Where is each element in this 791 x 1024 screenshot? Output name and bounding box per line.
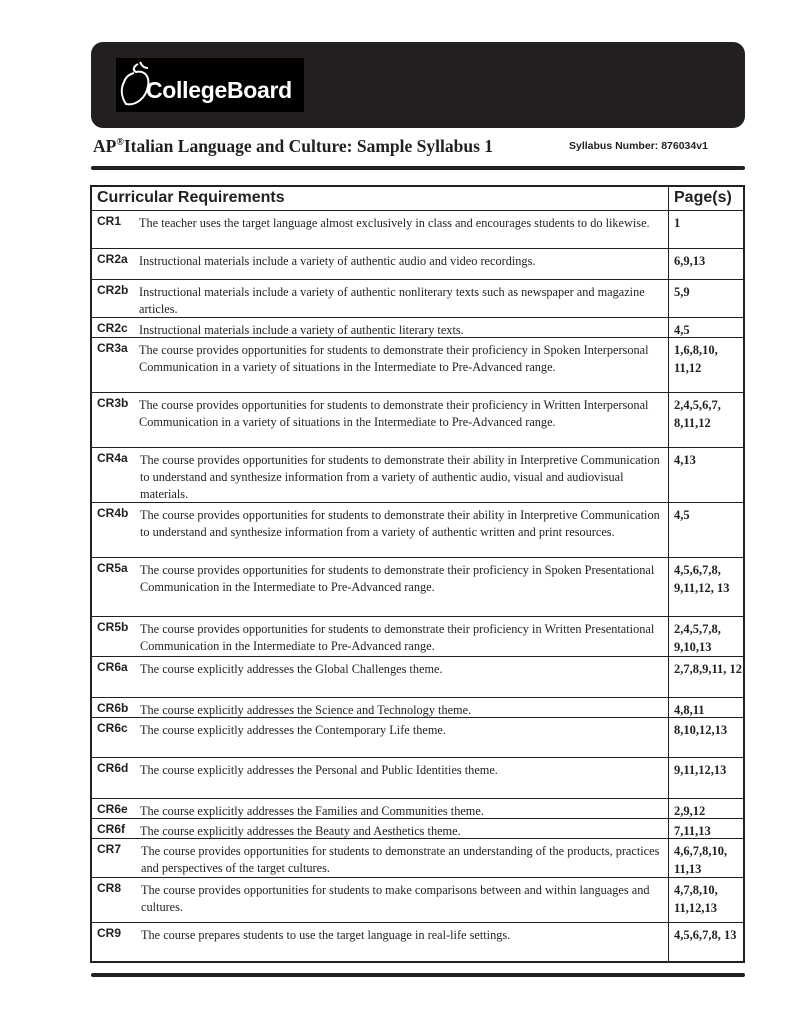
requirement-text: The course provides opportunities for students to demonstrate their proficiency in Written Presentational Communication in the Intermediate to Pre-Advanced range.: [140, 622, 655, 653]
table-row: [92, 249, 743, 280]
requirement-code: CR4a: [97, 451, 128, 465]
table-row: [92, 280, 743, 318]
requirement-code: CR7: [97, 842, 122, 856]
requirement-pages: 4,5: [674, 508, 690, 522]
requirement-code: CR6e: [97, 802, 128, 816]
requirement-pages: 1: [674, 216, 681, 230]
table-header-row: [92, 187, 743, 211]
college-board-logo: [116, 58, 304, 112]
page-title: AP®Italian Language and Culture: Sample Syllabus 1: [93, 136, 494, 156]
requirement-text: The course provides opportunities for students to demonstrate their ability in Interpretive Communication to understand and synthesize information from a variety of authentic audio, visual and audiovisual materials.: [140, 453, 660, 501]
logo-wordmark: CollegeBoard: [146, 77, 292, 103]
table-row: [92, 923, 743, 961]
requirement-text: The course provides opportunities for students to demonstrate their proficiency in Spoken Presentational Communication in the Intermediate to Pre-Advanced range.: [140, 563, 655, 594]
requirement-code: CR6f: [97, 822, 126, 836]
requirement-text: The course provides opportunities for students to make comparisons between and within languages and cultures.: [141, 883, 650, 914]
requirement-pages: 4,7,8,10, 11,12,13: [674, 883, 718, 915]
requirement-code: CR8: [97, 881, 122, 895]
table-row: [92, 878, 743, 923]
requirement-text: Instructional materials include a variety of authentic audio and video recordings.: [139, 254, 536, 268]
pages-header: Page(s): [674, 189, 732, 206]
table-row: [92, 503, 743, 558]
requirement-pages: 1,6,8,10, 11,12: [674, 343, 718, 375]
table-row: [92, 839, 743, 878]
requirement-pages: 4,5,6,7,8, 13: [674, 928, 737, 942]
table-row: [92, 617, 743, 657]
requirement-code: CR6c: [97, 721, 128, 735]
requirement-code: CR3b: [97, 396, 129, 410]
requirement-code: CR6d: [97, 761, 129, 775]
syllabus-number: Syllabus Number: 876034v1: [569, 140, 708, 152]
requirement-pages: 8,10,12,13: [674, 723, 728, 737]
requirement-pages: 4,5: [674, 323, 690, 337]
requirement-pages: 2,7,8,9,11, 12: [674, 662, 743, 676]
requirement-pages: 9,11,12,13: [674, 763, 727, 777]
requirements-table: [90, 185, 745, 963]
requirement-pages: 4,5,6,7,8, 9,11,12, 13: [674, 563, 730, 595]
table-row: [92, 819, 743, 839]
requirement-text: The course explicitly addresses the Contemporary Life theme.: [140, 723, 446, 737]
requirements-header: Curricular Requirements: [97, 189, 285, 206]
requirement-pages: 2,4,5,7,8, 9,10,13: [674, 622, 721, 654]
requirement-text: The course provides opportunities for students to demonstrate an understanding of the products, practices and perspectives of the target cultures.: [141, 844, 660, 875]
requirement-text: The teacher uses the target language almost exclusively in class and encourages students to do likewise.: [139, 216, 650, 230]
requirement-text: The course explicitly addresses the Beauty and Aesthetics theme.: [140, 824, 461, 838]
requirement-pages: 4,6,7,8,10, 11,13: [674, 844, 728, 876]
requirement-pages: 6,9,13: [674, 254, 706, 268]
table-row: [92, 799, 743, 819]
requirement-text: The course prepares students to use the target language in real-life settings.: [141, 928, 511, 942]
table-row: [92, 558, 743, 617]
requirement-pages: 2,4,5,6,7, 8,11,12: [674, 398, 721, 430]
requirement-code: CR6a: [97, 660, 128, 674]
requirement-code: CR9: [97, 926, 122, 940]
requirement-text: Instructional materials include a variety of authentic literary texts.: [139, 323, 464, 337]
table-row: [92, 318, 743, 338]
requirement-code: CR3a: [97, 341, 128, 355]
table-row: [92, 758, 743, 799]
requirement-code: CR2a: [97, 252, 128, 266]
requirement-text: The course provides opportunities for students to demonstrate their proficiency in Written Interpersonal Communication in a variety of situations in the Intermediate to Pre-Advanced range.: [139, 398, 649, 429]
requirement-text: The course explicitly addresses the Personal and Public Identities theme.: [140, 763, 498, 777]
table-row: [92, 718, 743, 758]
requirement-code: CR2b: [97, 283, 129, 297]
requirement-text: The course explicitly addresses the Families and Communities theme.: [140, 804, 484, 818]
requirement-code: CR5a: [97, 561, 128, 575]
requirement-text: The course explicitly addresses the Science and Technology theme.: [140, 703, 472, 717]
requirement-pages: 4,13: [674, 453, 696, 467]
requirement-code: CR5b: [97, 620, 129, 634]
requirement-pages: 4,8,11: [674, 703, 705, 717]
top-rule: [91, 166, 745, 170]
table-row: [92, 393, 743, 448]
requirement-pages: 7,11,13: [674, 824, 711, 838]
requirement-code: CR2c: [97, 321, 128, 335]
requirement-text: The course provides opportunities for students to demonstrate their ability in Interpretive Communication to understand and synthesize information from a variety of authentic written and print resources.: [140, 508, 660, 539]
requirement-code: CR6b: [97, 701, 129, 715]
requirement-pages: 5,9: [674, 285, 690, 299]
requirement-text: Instructional materials include a variety of authentic nonliterary texts such as newspaper and magazine articles.: [139, 285, 645, 316]
table-row: [92, 698, 743, 718]
table-row: [92, 211, 743, 249]
requirement-code: CR4b: [97, 506, 129, 520]
requirement-code: CR1: [97, 214, 122, 228]
requirement-text: The course explicitly addresses the Global Challenges theme.: [140, 662, 443, 676]
bottom-rule: [91, 973, 745, 977]
table-row: [92, 338, 743, 393]
requirement-text: The course provides opportunities for students to demonstrate their proficiency in Spoken Interpersonal Communication in a variety of situations in the Intermediate to Pre-Advanced range.: [139, 343, 649, 374]
table-row: [92, 657, 743, 698]
table-row: [92, 448, 743, 503]
requirement-pages: 2,9,12: [674, 804, 706, 818]
